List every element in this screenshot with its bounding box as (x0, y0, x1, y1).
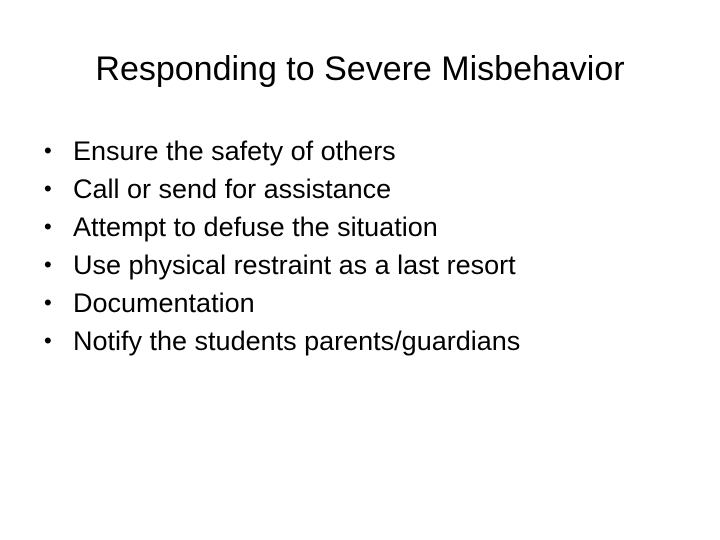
bullet-text: Documentation (73, 288, 255, 318)
bullet-dot-icon: • (44, 328, 52, 353)
bullet-dot-icon: • (44, 290, 52, 315)
bullet-text: Use physical restraint as a last resort (73, 250, 516, 280)
bullet-dot-icon: • (44, 214, 52, 239)
bullet-dot-icon: • (44, 138, 52, 163)
bullet-text: Ensure the safety of others (73, 136, 396, 166)
bullet-text: Attempt to defuse the situation (73, 212, 438, 242)
bullet-dot-icon: • (44, 252, 52, 277)
slide-title: Responding to Severe Misbehavior (95, 50, 625, 88)
bullet-dot-icon: • (44, 176, 52, 201)
bullet-text: Notify the students parents/guardians (73, 326, 521, 356)
bullet-text: Call or send for assistance (73, 174, 392, 204)
